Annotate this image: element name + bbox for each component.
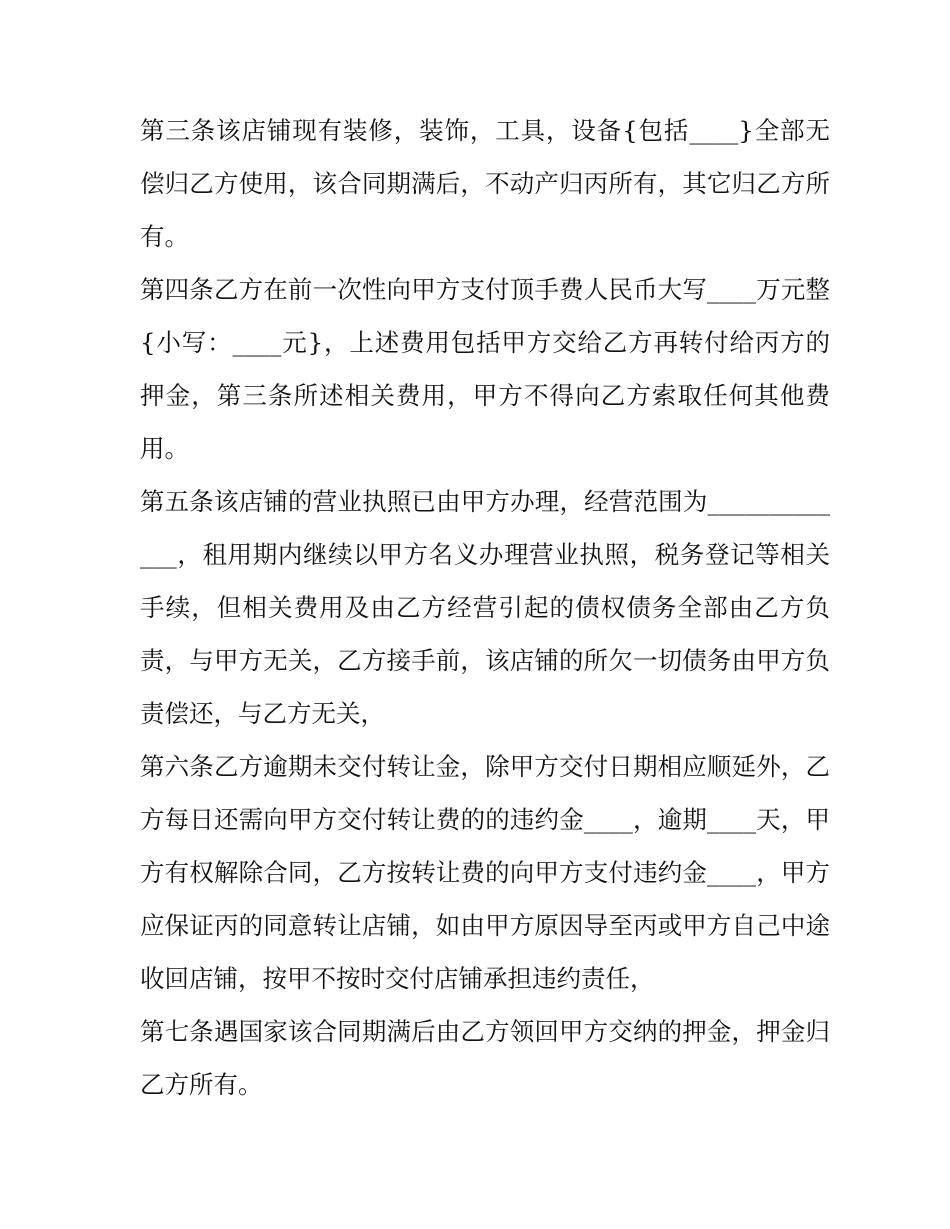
article-6-paragraph: 第六条乙方逾期未交付转让金，除甲方交付日期相应顺延外，乙方每日还需向甲方交付转让费的的违约金____，逾期____天，甲方有权解除合同，乙方按转让费的向甲方支付违约金____，甲方应保证丙的同意转让店铺，如由甲方原因导至丙或甲方自己中途收回店铺，按甲不按时交付店铺承担违约责任， — [140, 752, 830, 993]
article-7-paragraph: 第七条遇国家该合同期满后由乙方领回甲方交纳的押金，押金归乙方所有。 — [140, 1017, 830, 1099]
document-body — [140, 104, 830, 1111]
article-4-paragraph: 第四条乙方在前一次性向甲方支付顶手费人民币大写____万元整{小写：____元}，上述费用包括甲方交给乙方再转付给丙方的押金，第三条所述相关费用，甲方不得向乙方索取任何其他费用。 — [140, 275, 830, 463]
article-3-paragraph: 第三条该店铺现有装修，装饰，工具，设备{包括____}全部无偿归乙方使用，该合同期满后，不动产归丙所有，其它归乙方所有。 — [140, 116, 830, 251]
article-5-paragraph: 第五条该店铺的营业执照已由甲方办理，经营范围为_____________，租用期内继续以甲方名义办理营业执照，税务登记等相关手续，但相关费用及由乙方经营引起的债权债务全部由乙方负责，与甲方无关，乙方接手前，该店铺的所欠一切债务由甲方负责偿还，与乙方无关， — [140, 487, 830, 728]
